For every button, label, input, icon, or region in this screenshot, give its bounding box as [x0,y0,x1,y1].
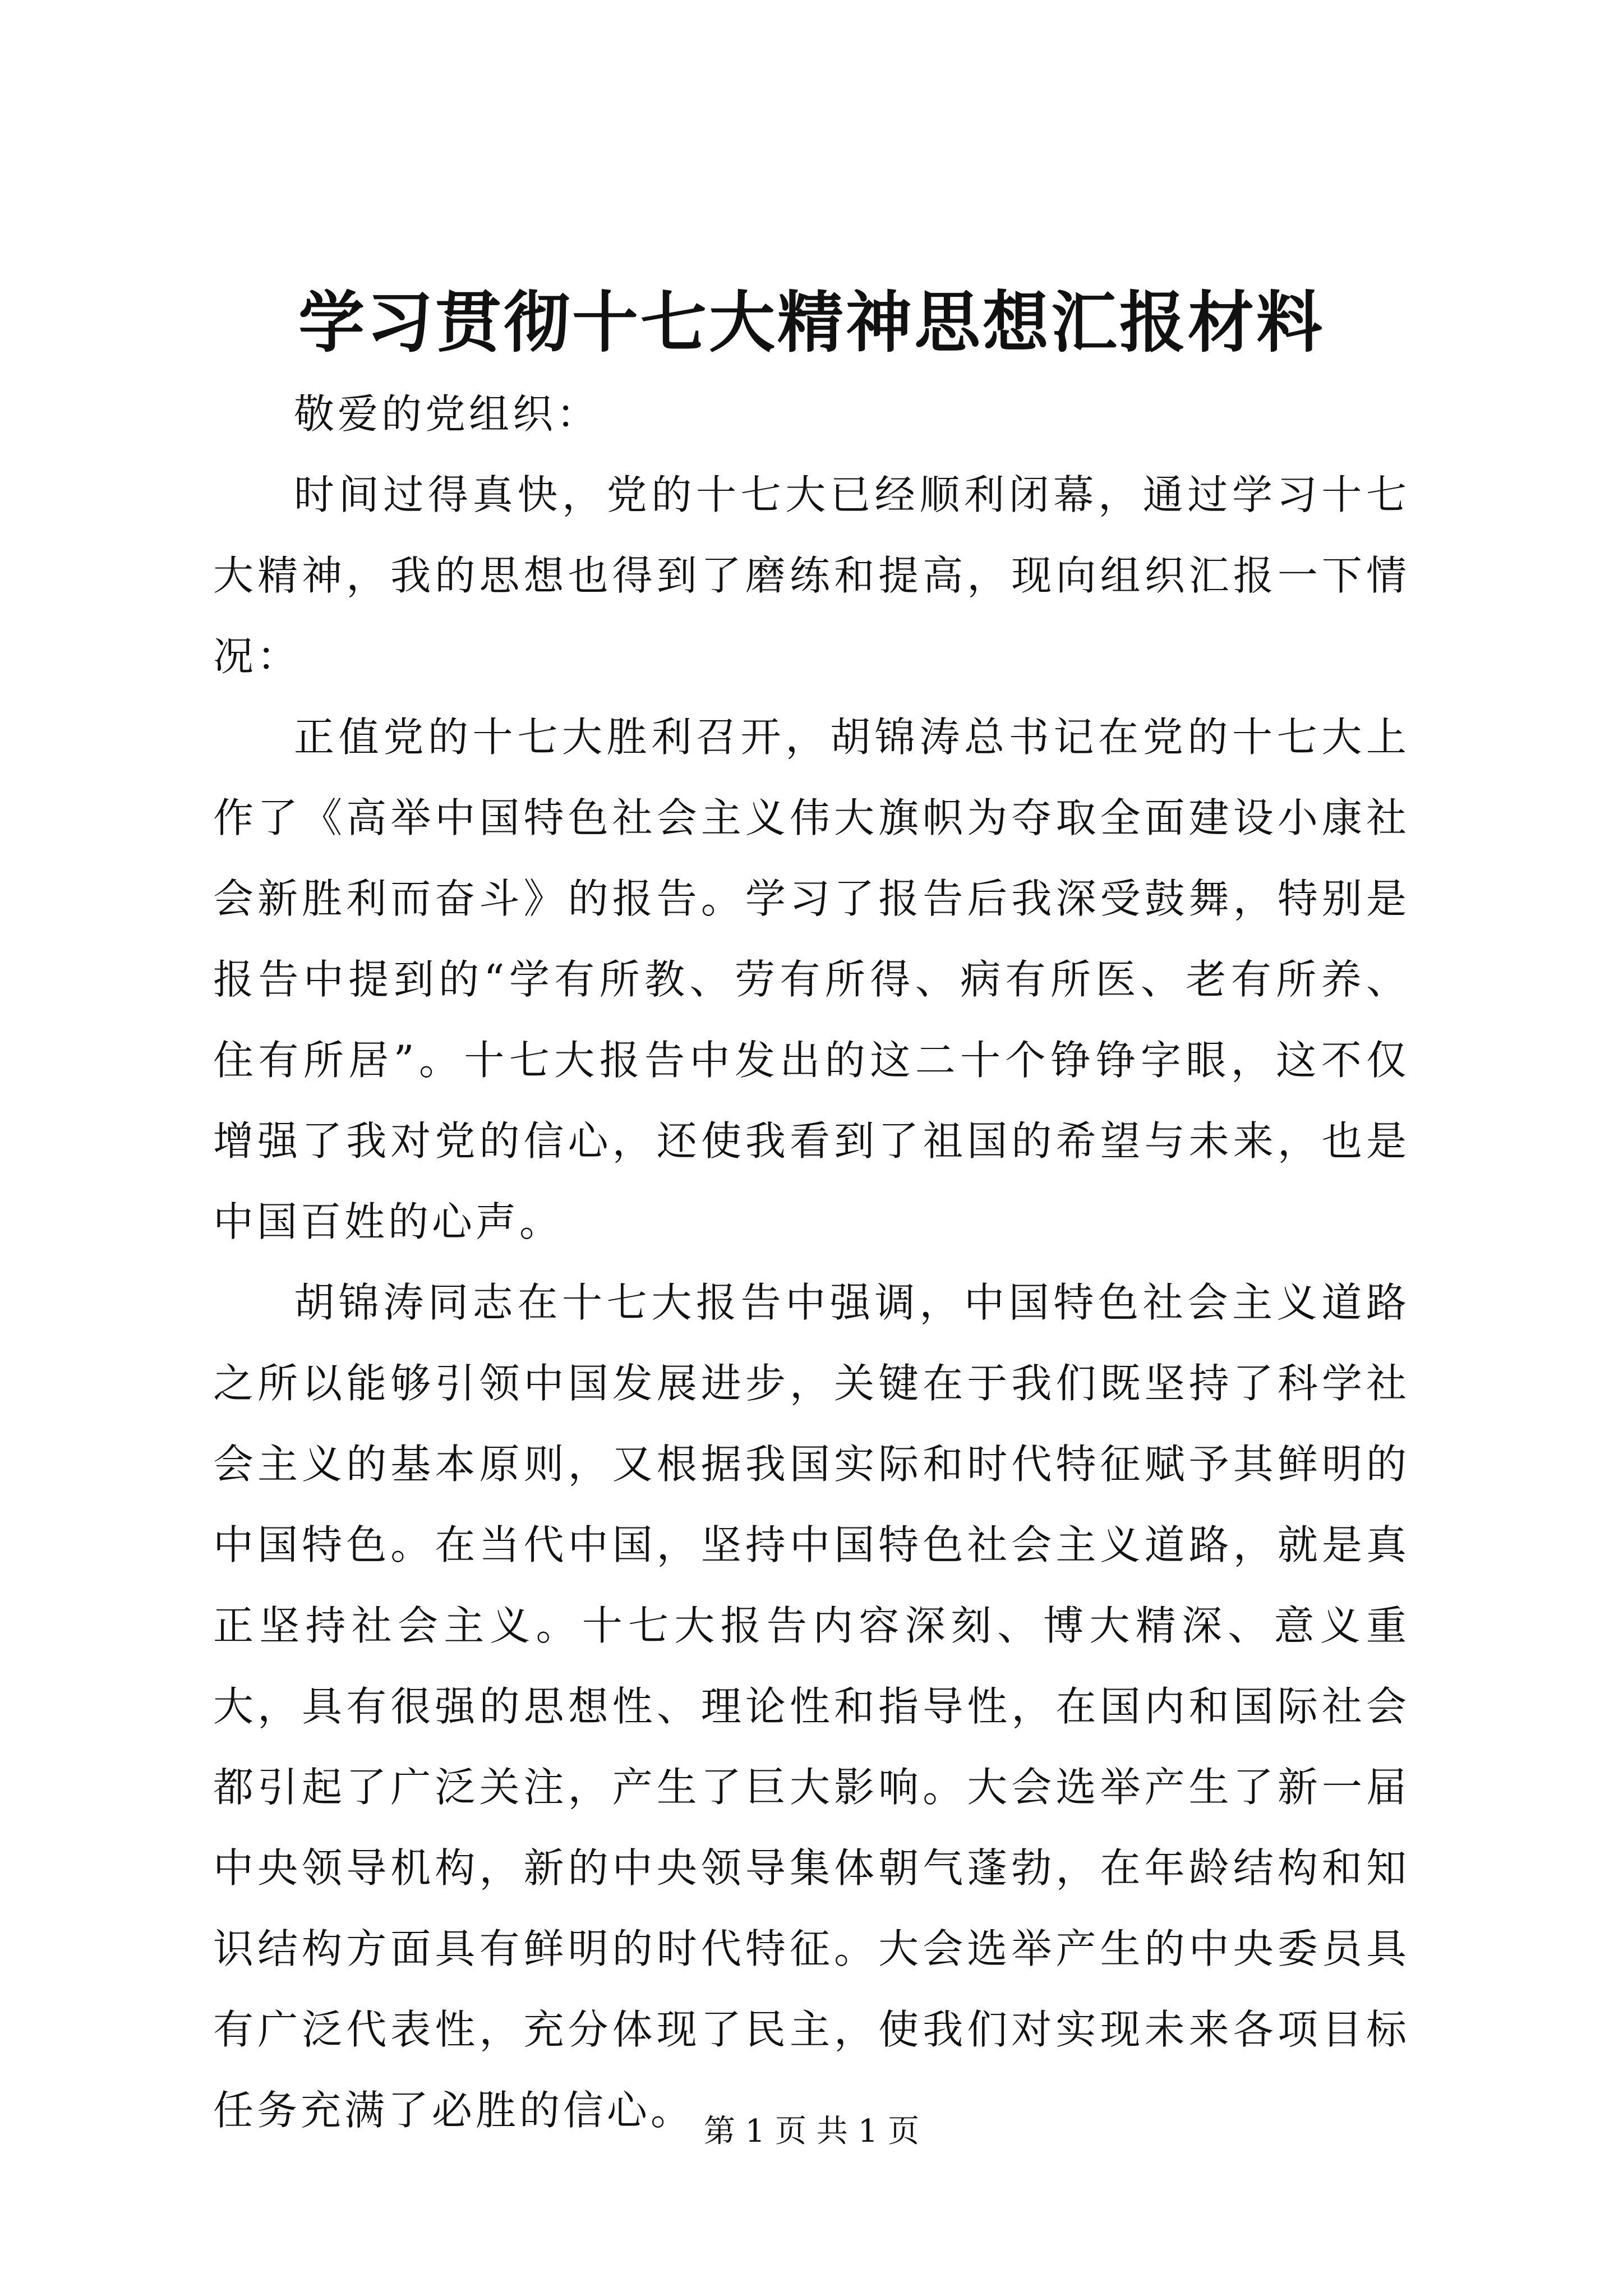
paragraph-3: 胡锦涛同志在十七大报告中强调，中国特色社会主义道路之所以能够引领中国发展进步，关键在于我们既坚持了科学社会主义的基本原则，又根据我国实际和时代特征赋予其鲜明的中国特色。在当代中国，坚持中国特色社会主义道路，就是真正坚持社会主义。十七大报告内容深刻、博大精深、意义重大，具有很强的思想性、理论性和指导性，在国内和国际社会都引起了广泛关注，产生了巨大影响。大会选举产生了新一届中央领导机构，新的中央领导集体朝气蓬勃，在年龄结构和知识结构方面具有鲜明的时代特征。大会选举产生的中央委员具有广泛代表性，充分体现了民主，使我们对实现未来各项目标任务充满了必胜的信心。 [213,1279,1410,2134]
paragraph-2: 正值党的十七大胜利召开，胡锦涛总书记在党的十七大上作了《高举中国特色社会主义伟大旗帜为夺取全面建设小康社会新胜利而奋斗》的报告。学习了报告后我深受鼓舞，特别是报告中提到的“学有所教、劳有所得、病有所医、老有所养、住有所居”。十七大报告中发出的这二十个铮铮字眼，这不仅增强了我对党的信心，还使我看到了祖国的希望与未来，也是中国百姓的心声。 [213,714,1410,1245]
page-footer: 第 1 页 共 1 页 [703,2113,920,2150]
paragraph-1: 时间过得真快，党的十七大已经顺利闭幕，通过学习十七大精神，我的思想也得到了磨练和提高，现向组织汇报一下情况： [213,471,1410,680]
document-body [213,374,1410,2151]
salutation: 敬爱的党组织： [294,390,601,438]
document-title: 学习贯彻十七大精神思想汇报材料 [298,283,1325,361]
